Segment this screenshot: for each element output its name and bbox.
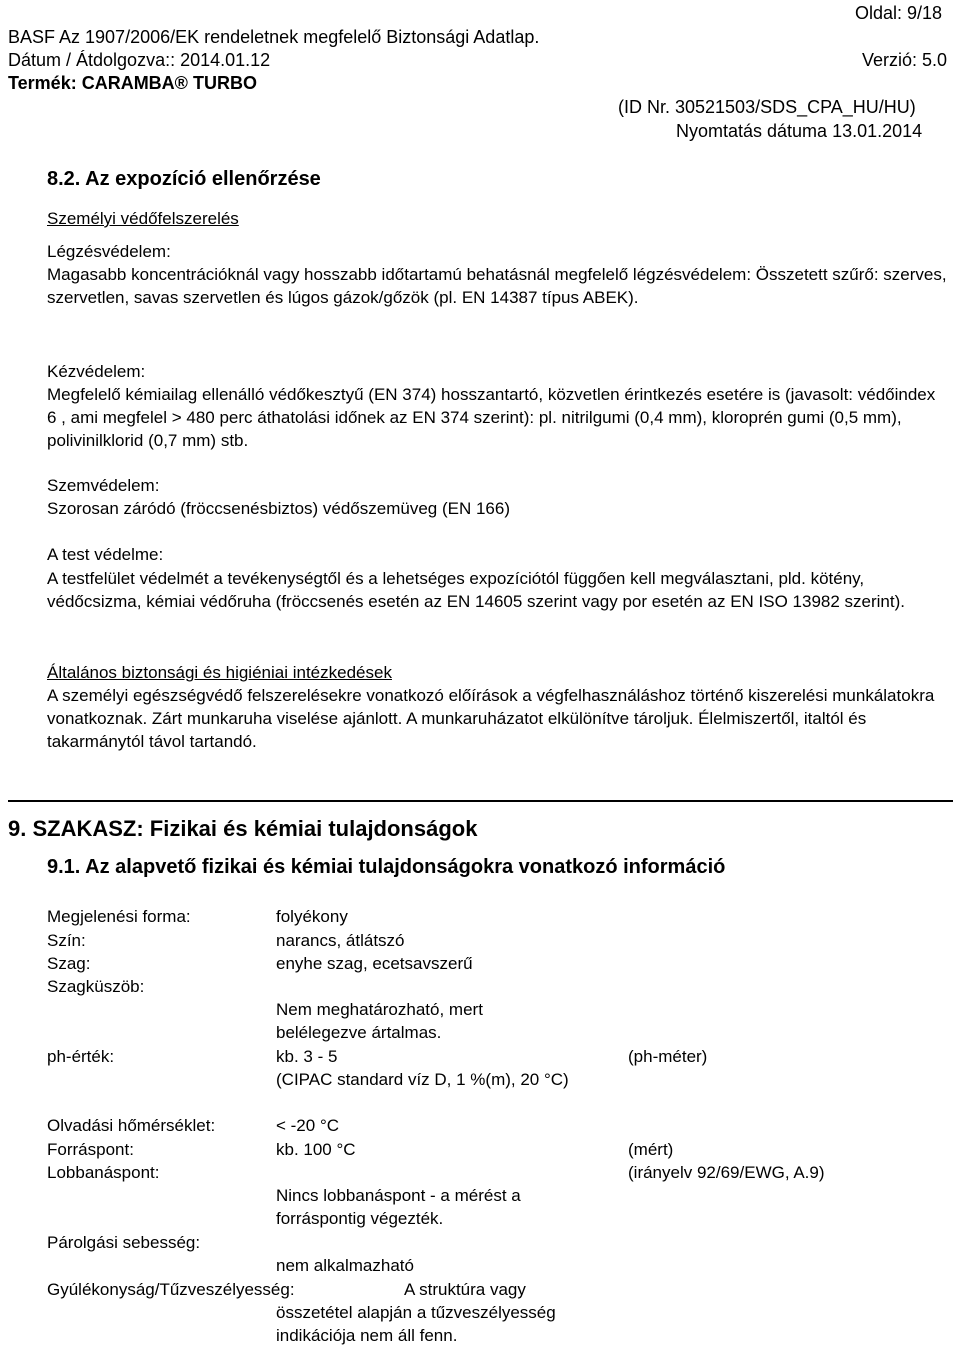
- ppe-heading: Személyi védőfelszerelés: [47, 209, 239, 228]
- eye-text: Szorosan záródó (fröccsenésbiztos) védőszemüveg (EN 166): [47, 499, 510, 518]
- section-9-1-title: 9.1. Az alapvető fizikai és kémiai tulajdonságokra vonatkozó információ: [47, 856, 726, 878]
- print-date: Nyomtatás dátuma 13.01.2014: [676, 121, 923, 141]
- page-number: Oldal: 9/18: [855, 3, 943, 23]
- product-name: Termék: CARAMBA® TURBO: [8, 73, 257, 93]
- property-value: nem alkalmazható: [276, 1256, 414, 1275]
- property-label: ph-érték:: [47, 1047, 115, 1066]
- eye-label: Szemvédelem:: [47, 476, 160, 495]
- hand-text: Megfelelő kémiailag ellenálló védőkesztyű (EN 374) hosszantartó, közvetlen érintkezés esetére is (javasolt: védőindex 6 , ami megfelel > 480 perc áthatolási időnek az EN 374 szerint): pl. nitrilgumi (0,4 mm), kloroprén gumi (0,5 mm), polivinilklorid (0,7 mm) stb.: [47, 385, 936, 450]
- section-9-title: 9. SZAKASZ: Fizikai és kémiai tulajdonságok: [8, 816, 478, 841]
- property-value: A struktúra vagy: [404, 1280, 526, 1299]
- section-divider: [8, 800, 953, 802]
- property-method: (mért): [628, 1140, 674, 1159]
- property-label: Olvadási hőmérséklet:: [47, 1116, 216, 1135]
- property-value-detail: (CIPAC standard víz D, 1 %(m), 20 °C): [276, 1070, 569, 1089]
- revision-date: Dátum / Átdolgozva:: 2014.01.12: [8, 50, 271, 70]
- property-method: (irányelv 92/69/EWG, A.9): [628, 1163, 825, 1182]
- property-label: Forráspont:: [47, 1140, 134, 1159]
- property-value: narancs, átlátszó: [276, 931, 405, 950]
- property-value: < -20 °C: [276, 1116, 340, 1135]
- property-value: Nincs lobbanáspont - a mérést a forráspontig végezték.: [276, 1186, 521, 1228]
- property-method: (ph-méter): [628, 1047, 708, 1066]
- respiratory-label: Légzésvédelem:: [47, 242, 171, 261]
- property-label: Szagküszöb:: [47, 977, 145, 996]
- document-id: (ID Nr. 30521503/SDS_CPA_HU/HU): [618, 97, 916, 117]
- property-value: kb. 3 - 5: [276, 1047, 338, 1066]
- property-label: Párolgási sebesség:: [47, 1233, 201, 1252]
- document-title: BASF Az 1907/2006/EK rendeletnek megfelelő Biztonsági Adatlap.: [8, 27, 540, 47]
- property-label: Gyúlékonyság/Tűzveszélyesség:: [47, 1280, 295, 1299]
- property-value: kb. 100 °C: [276, 1140, 356, 1159]
- property-value: enyhe szag, ecetsavszerű: [276, 954, 473, 973]
- version: Verzió: 5.0: [862, 50, 948, 70]
- property-label: Megjelenési forma:: [47, 907, 191, 926]
- property-value: folyékony: [276, 907, 348, 926]
- property-label: Szag:: [47, 954, 91, 973]
- hygiene-heading: Általános biztonsági és higiéniai intézkedések: [47, 663, 392, 682]
- hygiene-text: A személyi egészségvédő felszerelésekre vonatkozó előírások a végfelhasználáshoz történő kiszerelési munkálatokra vonatkoznak. Zárt munkaruha viselése ajánlott. A munkaruházatot elkülönítve tároljuk. Élelmiszertől, italtól és takarmánytól távol tartandó.: [47, 686, 935, 751]
- property-value: Nem meghatározható, mert belélegezve ártalmas.: [276, 1000, 483, 1042]
- property-value-detail: összetétel alapján a tűzveszélyesség indikációja nem áll fenn.: [276, 1303, 556, 1345]
- body-label: A test védelme:: [47, 545, 164, 564]
- body-text: A testfelület védelmét a tevékenységtől és a lehetséges expozíciótól függően kell megválasztani, pld. kötény, védőcsizma, kémiai védőruha (fröccsenés esetén az EN 14605 szerint vagy por esetén az EN ISO 13982 szerint).: [47, 569, 905, 611]
- respiratory-text: Magasabb koncentrációknál vagy hosszabb időtartamú behatásnál megfelelő légzésvédelem: Összetett szűrő: szerves, szervetlen, savas szervetlen és lúgos gázok/gőzök (pl. EN 14387 típus ABEK).: [47, 265, 947, 307]
- hand-label: Kézvédelem:: [47, 362, 146, 381]
- property-label: Lobbanáspont:: [47, 1163, 160, 1182]
- property-label: Szín:: [47, 931, 86, 950]
- section-8-2-title: 8.2. Az expozíció ellenőrzése: [47, 168, 321, 190]
